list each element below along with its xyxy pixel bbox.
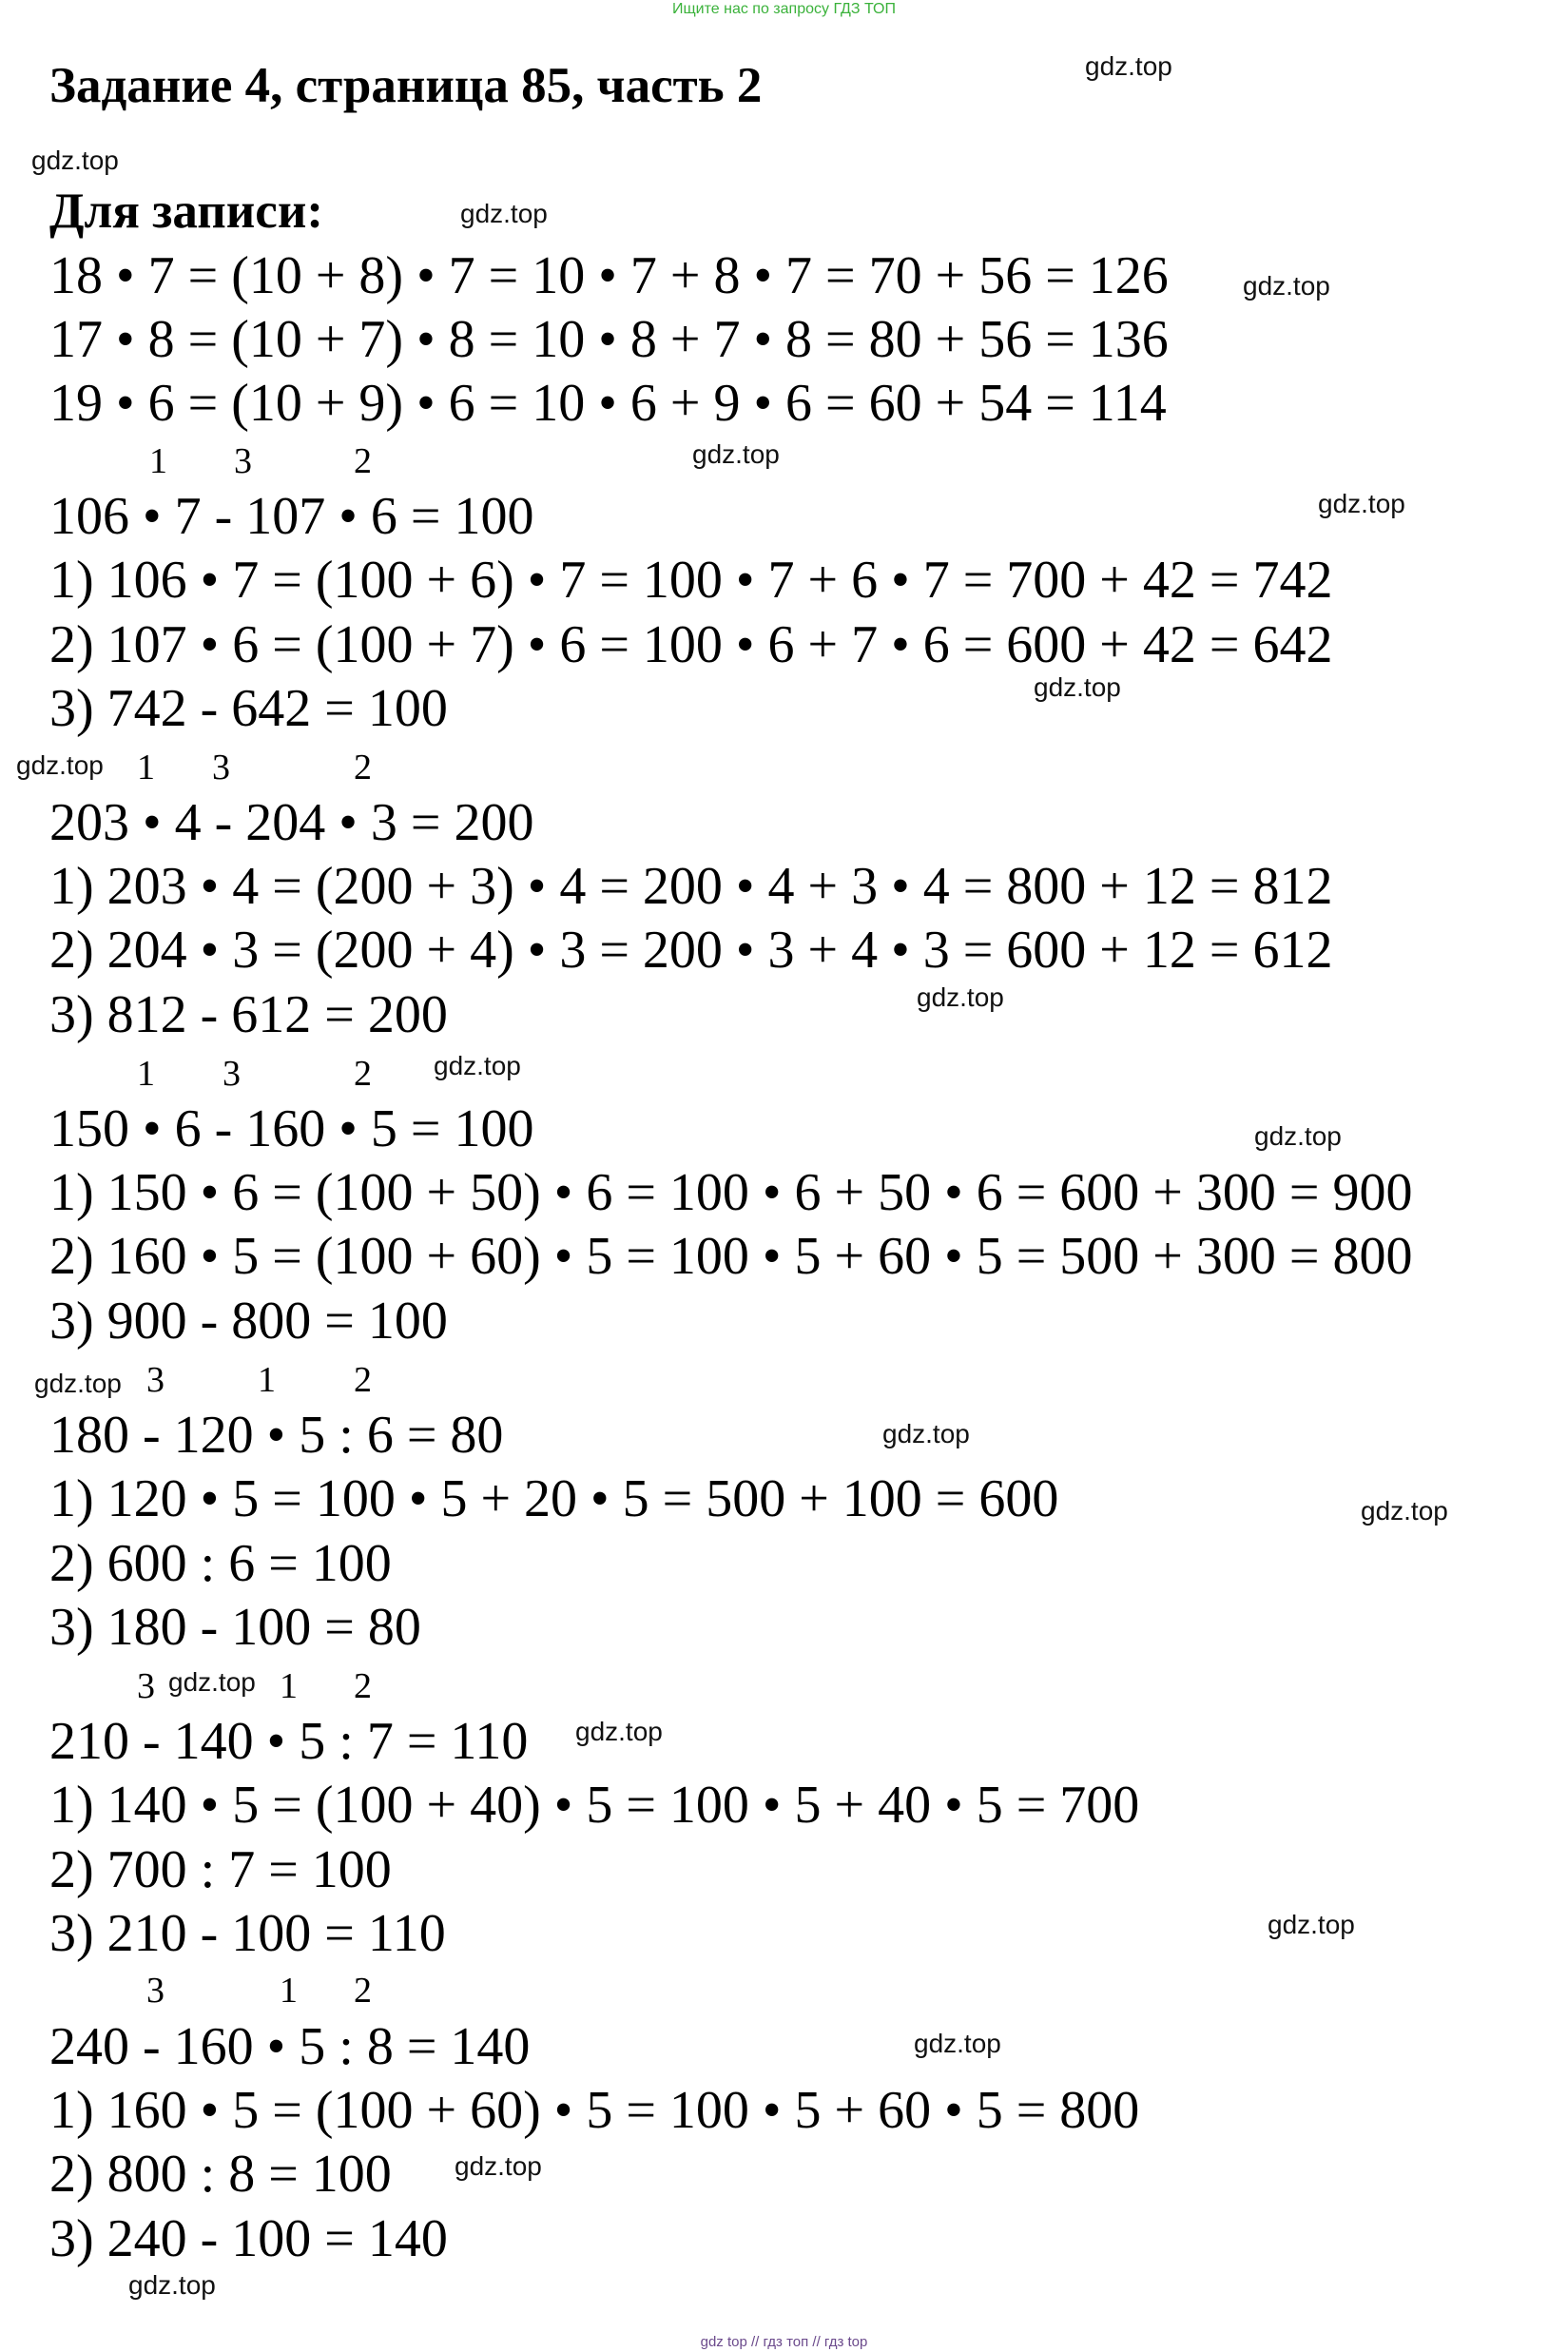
- watermark: gdz.top: [460, 199, 548, 228]
- expression: 150 • 6 - 160 • 5 = 100: [49, 1099, 534, 1158]
- order-mark: 1: [137, 1054, 155, 1094]
- watermark: gdz.top: [1268, 1910, 1355, 1939]
- order-mark: 3: [137, 1666, 155, 1706]
- watermark: gdz.top: [1361, 1496, 1448, 1526]
- order-mark: 2: [354, 1360, 372, 1400]
- step-line: 1) 120 • 5 = 100 • 5 + 20 • 5 = 500 + 100 = 600: [49, 1469, 1059, 1528]
- watermark: gdz.top: [575, 1717, 663, 1746]
- order-mark: 3: [234, 441, 252, 481]
- intro-line: 19 • 6 = (10 + 9) • 6 = 10 • 6 + 9 • 6 = 60 + 54 = 114: [49, 374, 1167, 433]
- step-line: 3) 240 - 100 = 140: [49, 2209, 448, 2268]
- watermark: gdz.top: [1243, 271, 1330, 301]
- step-line: 2) 700 : 7 = 100: [49, 1840, 392, 1899]
- order-mark: 2: [354, 1054, 372, 1094]
- expression: 240 - 160 • 5 : 8 = 140: [49, 2017, 531, 2076]
- watermark: gdz.top: [1034, 672, 1121, 702]
- step-line: 3) 210 - 100 = 110: [49, 1904, 446, 1963]
- watermark: gdz.top: [1085, 51, 1172, 81]
- watermark: gdz.top: [434, 1051, 521, 1080]
- watermark: gdz.top: [1254, 1121, 1342, 1151]
- step-line: 2) 160 • 5 = (100 + 60) • 5 = 100 • 5 + 60 • 5 = 500 + 300 = 800: [49, 1227, 1413, 1286]
- expression: 203 • 4 - 204 • 3 = 200: [49, 793, 534, 852]
- section-heading: Для записи:: [49, 184, 324, 239]
- order-mark: 3: [212, 748, 230, 787]
- step-line: 3) 812 - 612 = 200: [49, 985, 448, 1044]
- step-line: 2) 800 : 8 = 100: [49, 2145, 392, 2204]
- order-mark: 3: [146, 1360, 165, 1400]
- top-banner[interactable]: Ищите нас по запросу ГДЗ ТОП: [672, 1, 896, 17]
- step-line: 3) 180 - 100 = 80: [49, 1598, 421, 1657]
- watermark: gdz.top: [1318, 489, 1405, 518]
- watermark: gdz.top: [455, 2151, 542, 2181]
- step-line: 3) 900 - 800 = 100: [49, 1292, 448, 1351]
- watermark: gdz.top: [914, 2029, 1001, 2058]
- order-mark: 1: [137, 748, 155, 787]
- order-mark: 1: [280, 1666, 298, 1706]
- order-mark: 1: [149, 441, 167, 481]
- step-line: 1) 140 • 5 = (100 + 40) • 5 = 100 • 5 + 40 • 5 = 700: [49, 1776, 1140, 1835]
- watermark: gdz.top: [692, 439, 780, 469]
- step-line: 2) 107 • 6 = (100 + 7) • 6 = 100 • 6 + 7 • 6 = 600 + 42 = 642: [49, 615, 1333, 674]
- watermark: gdz.top: [16, 750, 104, 780]
- footer-text: gdz top // гдз топ // гдз top: [700, 2334, 868, 2350]
- intro-line: 18 • 7 = (10 + 8) • 7 = 10 • 7 + 8 • 7 = 70 + 56 = 126: [49, 246, 1169, 305]
- order-mark: 2: [354, 1666, 372, 1706]
- order-mark: 3: [146, 1971, 165, 2011]
- watermark: gdz.top: [31, 146, 119, 175]
- order-mark: 2: [354, 441, 372, 481]
- watermark: gdz.top: [917, 982, 1004, 1012]
- page-title: Задание 4, страница 85, часть 2: [49, 58, 763, 113]
- order-mark: 2: [354, 1971, 372, 2011]
- step-line: 1) 106 • 7 = (100 + 6) • 7 = 100 • 7 + 6 • 7 = 700 + 42 = 742: [49, 551, 1333, 610]
- expression: 106 • 7 - 107 • 6 = 100: [49, 487, 534, 546]
- step-line: 1) 203 • 4 = (200 + 3) • 4 = 200 • 4 + 3 • 4 = 800 + 12 = 812: [49, 857, 1333, 916]
- watermark: gdz.top: [168, 1667, 256, 1697]
- watermark: gdz.top: [34, 1369, 122, 1398]
- intro-line: 17 • 8 = (10 + 7) • 8 = 10 • 8 + 7 • 8 = 80 + 56 = 136: [49, 310, 1169, 369]
- watermark: gdz.top: [128, 2270, 216, 2300]
- step-line: 1) 150 • 6 = (100 + 50) • 6 = 100 • 6 + 50 • 6 = 600 + 300 = 900: [49, 1163, 1413, 1222]
- step-line: 3) 742 - 642 = 100: [49, 679, 448, 738]
- order-mark: 1: [280, 1971, 298, 2011]
- watermark: gdz.top: [882, 1419, 970, 1448]
- order-mark: 3: [223, 1054, 241, 1094]
- step-line: 2) 204 • 3 = (200 + 4) • 3 = 200 • 3 + 4 • 3 = 600 + 12 = 612: [49, 921, 1333, 980]
- step-line: 2) 600 : 6 = 100: [49, 1534, 392, 1593]
- step-line: 1) 160 • 5 = (100 + 60) • 5 = 100 • 5 + 60 • 5 = 800: [49, 2081, 1140, 2140]
- order-mark: 1: [258, 1360, 276, 1400]
- order-mark: 2: [354, 748, 372, 787]
- expression: 210 - 140 • 5 : 7 = 110: [49, 1712, 529, 1771]
- expression: 180 - 120 • 5 : 6 = 80: [49, 1406, 504, 1465]
